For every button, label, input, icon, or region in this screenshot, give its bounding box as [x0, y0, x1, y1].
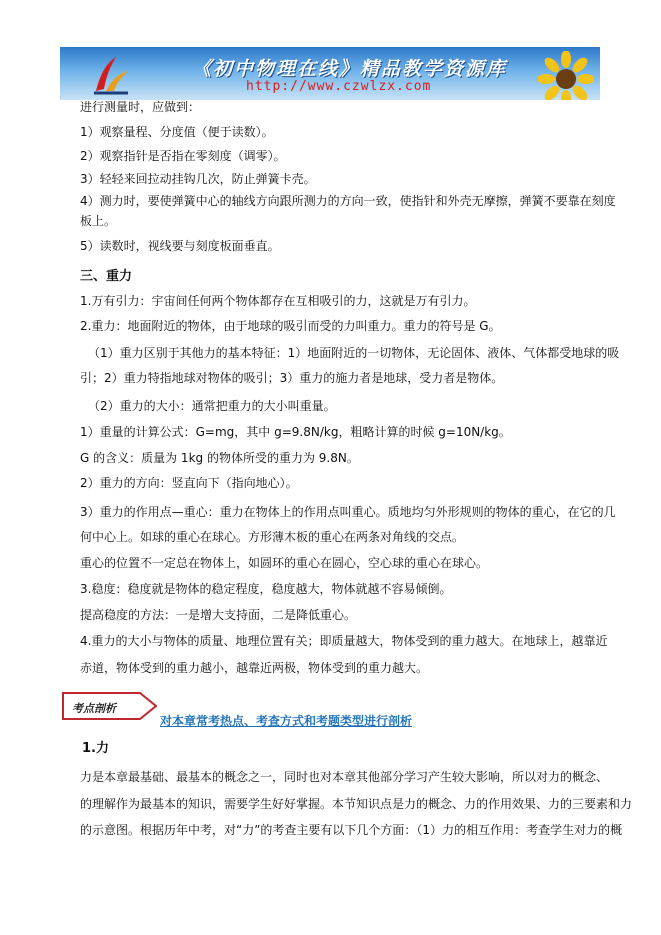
text-line: 提高稳度的方法：一是增大支持面，二是降低重心。 [80, 608, 357, 622]
text-line: 的示意图。根据历年中考，对“力”的考查主要有以下几个方面：（1）力的相互作用：考查学生对力的概 [80, 823, 623, 837]
tag-label: 考点剖析 [72, 702, 116, 715]
header-banner [60, 47, 600, 100]
text-line: 4）测力时，要使弹簧中心的轴线方向跟所测力的方向一致，使指针和外壳无摩擦，弹簧不要靠在刻度 [80, 194, 616, 208]
section-heading: 1.力 [82, 741, 109, 756]
text-line: 4.重力的大小与物体的质量、地理位置有关；即质量越大，物体受到的重力越大。在地球上，越靠近 [80, 634, 608, 648]
text-line: 1）观察量程、分度值（便于读数）。 [80, 125, 274, 139]
text-line: 引；2）重力特指地球对物体的吸引；3）重力的施力者是地球，受力者是物体。 [80, 371, 504, 385]
text-line: G 的含义：质量为 1kg 的物体所受的重力为 9.8N。 [80, 451, 359, 465]
text-line: 2.重力：地面附近的物体，由于地球的吸引而受的力叫重力。重力的符号是 G。 [80, 319, 501, 333]
text-line: 何中心上。如球的重心在球心。方形薄木板的重心在两条对角线的交点。 [80, 530, 465, 544]
text-line: 3）重力的作用点—重心：重力在物体上的作用点叫重心。质地均匀外形规则的物体的重心，在它的几 [80, 505, 616, 519]
text-line: 重心的位置不一定总在物体上，如圆环的重心在圆心，空心球的重心在球心。 [80, 556, 489, 570]
text-line: 赤道，物体受到的重力越小，越靠近两极，物体受到的重力越大。 [80, 661, 429, 675]
text-line: 3.稳度：稳度就是物体的稳定程度，稳度越大，物体就越不容易倾倒。 [80, 582, 452, 596]
text-line: 5）读数时，视线要与刻度板面垂直。 [80, 239, 280, 253]
text-line: （1）重力区别于其他力的基本特征：1）地面附近的一切物体，无论固体、液体、气体都受地球的吸 [88, 346, 620, 360]
banner-title: 《初中物理在线》精品教学资源库 [192, 58, 508, 80]
text-line: 1）重量的计算公式：G=mg，其中 g=9.8N/kg，粗略计算的时候 g=10N/kg。 [80, 425, 511, 439]
tag-subtitle[interactable]: 对本章常考热点、考查方式和考题类型进行剖析 [160, 714, 413, 728]
text-line: 板上。 [80, 214, 117, 228]
sunflower-icon [538, 51, 594, 100]
text-line: 力是本章最基础、最基本的概念之一，同时也对本章其他部分学习产生较大影响，所以对力的概念、 [80, 770, 609, 784]
text-line: 1.万有引力：宇宙间任何两个物体都存在互相吸引的力，这就是万有引力。 [80, 294, 476, 308]
text-line: 3）轻轻来回拉动挂钩几次，防止弹簧卡壳。 [80, 172, 316, 186]
section-heading: 三、重力 [80, 269, 133, 284]
text-line: 2）重力的方向：竖直向下（指向地心）。 [80, 476, 298, 490]
text-line: （2）重力的大小：通常把重力的大小叫重量。 [88, 399, 336, 413]
logo-icon [90, 53, 132, 95]
text-line: 的理解作为最基本的知识，需要学生好好掌握。本节知识点是力的概念、力的作用效果、力的三要素和力 [80, 797, 633, 811]
banner-url[interactable]: http://www.czwlzx.com [246, 79, 432, 94]
text-line: 2）观察指针是否指在零刻度（调零）。 [80, 149, 286, 163]
text-line: 进行测量时，应做到： [80, 100, 201, 114]
